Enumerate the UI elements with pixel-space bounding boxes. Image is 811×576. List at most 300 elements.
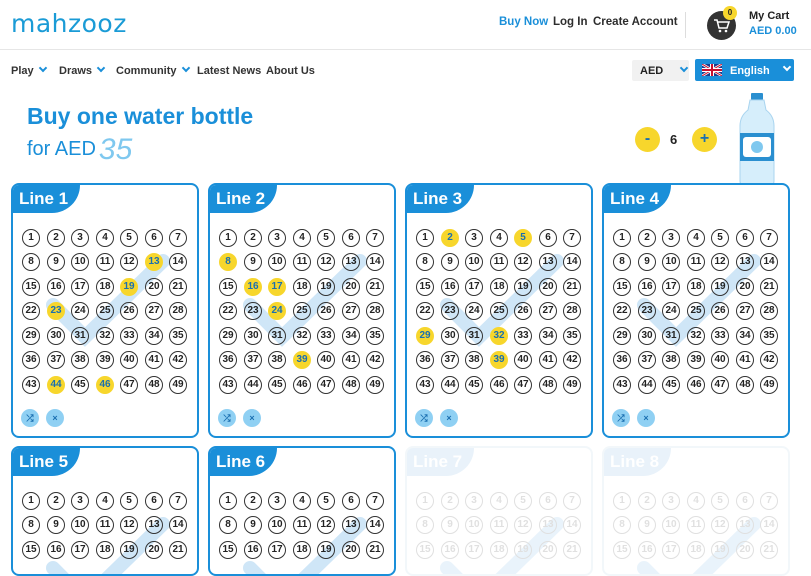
number-ball[interactable]: 8: [613, 253, 631, 271]
number-ball[interactable]: 28: [366, 302, 384, 320]
logo[interactable]: mahzooz: [11, 9, 127, 38]
number-ball[interactable]: 48: [145, 376, 163, 394]
number-ball[interactable]: 3: [465, 492, 483, 510]
number-ball[interactable]: 11: [96, 516, 114, 534]
number-ball[interactable]: 9: [244, 516, 262, 534]
number-ball[interactable]: 43: [416, 376, 434, 394]
number-ball[interactable]: 6: [145, 229, 163, 247]
number-ball[interactable]: 38: [662, 351, 680, 369]
number-ball[interactable]: 27: [539, 302, 557, 320]
number-ball[interactable]: 22: [219, 302, 237, 320]
number-ball[interactable]: 34: [145, 327, 163, 345]
number-ball[interactable]: 25: [687, 302, 705, 320]
number-ball[interactable]: 47: [711, 376, 729, 394]
number-ball[interactable]: 15: [613, 278, 631, 296]
number-ball[interactable]: 31: [662, 327, 680, 345]
number-ball[interactable]: 16: [638, 541, 656, 559]
number-ball[interactable]: 14: [563, 253, 581, 271]
number-ball[interactable]: 17: [71, 278, 89, 296]
number-ball[interactable]: 17: [662, 541, 680, 559]
number-ball[interactable]: 10: [465, 516, 483, 534]
number-ball[interactable]: 6: [342, 492, 360, 510]
number-ball[interactable]: 5: [514, 229, 532, 247]
number-ball[interactable]: 15: [22, 541, 40, 559]
number-ball[interactable]: 8: [416, 253, 434, 271]
currency-select[interactable]: [632, 60, 689, 81]
number-ball[interactable]: 46: [293, 376, 311, 394]
number-ball[interactable]: 16: [441, 541, 459, 559]
number-ball[interactable]: 8: [416, 516, 434, 534]
number-ball[interactable]: 44: [244, 376, 262, 394]
number-ball[interactable]: 21: [366, 541, 384, 559]
number-ball[interactable]: 41: [539, 351, 557, 369]
number-ball[interactable]: 31: [268, 327, 286, 345]
number-ball[interactable]: 6: [539, 492, 557, 510]
number-ball[interactable]: 15: [219, 541, 237, 559]
number-ball[interactable]: 8: [219, 516, 237, 534]
number-ball[interactable]: 3: [71, 229, 89, 247]
number-ball[interactable]: 43: [613, 376, 631, 394]
number-ball[interactable]: 29: [22, 327, 40, 345]
number-ball[interactable]: 4: [490, 492, 508, 510]
number-ball[interactable]: 29: [613, 327, 631, 345]
number-ball[interactable]: 44: [441, 376, 459, 394]
number-ball[interactable]: 22: [416, 302, 434, 320]
number-ball[interactable]: 31: [71, 327, 89, 345]
number-ball[interactable]: 45: [268, 376, 286, 394]
number-ball[interactable]: 2: [441, 492, 459, 510]
number-ball[interactable]: 11: [687, 253, 705, 271]
login-link[interactable]: Log In: [553, 16, 588, 28]
number-ball[interactable]: 4: [293, 492, 311, 510]
number-ball[interactable]: 21: [563, 541, 581, 559]
number-ball[interactable]: 11: [96, 253, 114, 271]
number-ball[interactable]: 33: [711, 327, 729, 345]
number-ball[interactable]: 1: [416, 229, 434, 247]
nav-item-latest-news[interactable]: Latest News: [197, 65, 262, 77]
number-ball[interactable]: 5: [711, 492, 729, 510]
number-ball[interactable]: 14: [169, 516, 187, 534]
number-ball[interactable]: 39: [96, 351, 114, 369]
number-ball[interactable]: 20: [342, 541, 360, 559]
number-ball[interactable]: 2: [47, 229, 65, 247]
number-ball[interactable]: 10: [465, 253, 483, 271]
number-ball[interactable]: 36: [613, 351, 631, 369]
number-ball[interactable]: 13: [736, 253, 754, 271]
number-ball[interactable]: 21: [760, 541, 778, 559]
number-ball[interactable]: 12: [514, 516, 532, 534]
number-ball[interactable]: 16: [244, 278, 262, 296]
number-ball[interactable]: 12: [120, 253, 138, 271]
number-ball[interactable]: 6: [539, 229, 557, 247]
increase-quantity-button[interactable]: +: [692, 127, 717, 152]
number-ball[interactable]: 2: [638, 229, 656, 247]
number-ball[interactable]: 20: [342, 278, 360, 296]
number-ball[interactable]: 1: [22, 492, 40, 510]
line-card[interactable]: [602, 183, 790, 438]
number-ball[interactable]: 26: [514, 302, 532, 320]
number-ball[interactable]: 30: [441, 327, 459, 345]
number-ball[interactable]: 4: [96, 492, 114, 510]
number-ball[interactable]: 1: [416, 492, 434, 510]
number-ball[interactable]: 14: [366, 516, 384, 534]
number-ball[interactable]: 40: [120, 351, 138, 369]
number-ball[interactable]: 16: [244, 541, 262, 559]
number-ball[interactable]: 20: [539, 541, 557, 559]
number-ball[interactable]: 10: [662, 253, 680, 271]
number-ball[interactable]: 4: [490, 229, 508, 247]
number-ball[interactable]: 38: [71, 351, 89, 369]
number-ball[interactable]: 11: [490, 516, 508, 534]
number-ball[interactable]: 3: [662, 492, 680, 510]
number-ball[interactable]: 39: [490, 351, 508, 369]
number-ball[interactable]: 15: [219, 278, 237, 296]
number-ball[interactable]: 13: [342, 253, 360, 271]
line-card[interactable]: [602, 446, 790, 576]
number-ball[interactable]: 12: [317, 516, 335, 534]
number-ball[interactable]: 4: [687, 229, 705, 247]
number-ball[interactable]: 5: [514, 492, 532, 510]
number-ball[interactable]: 30: [47, 327, 65, 345]
number-ball[interactable]: 4: [293, 229, 311, 247]
number-ball[interactable]: 9: [47, 253, 65, 271]
number-ball[interactable]: 27: [145, 302, 163, 320]
number-ball[interactable]: 18: [96, 541, 114, 559]
number-ball[interactable]: 49: [760, 376, 778, 394]
number-ball[interactable]: 11: [293, 516, 311, 534]
nav-item-draws[interactable]: [59, 65, 104, 77]
number-ball[interactable]: 33: [514, 327, 532, 345]
number-ball[interactable]: 8: [22, 253, 40, 271]
number-ball[interactable]: 23: [47, 302, 65, 320]
number-ball[interactable]: 10: [71, 516, 89, 534]
number-ball[interactable]: 2: [638, 492, 656, 510]
number-ball[interactable]: 35: [563, 327, 581, 345]
number-ball[interactable]: 3: [268, 229, 286, 247]
number-ball[interactable]: 17: [268, 278, 286, 296]
number-ball[interactable]: 41: [145, 351, 163, 369]
number-ball[interactable]: 24: [268, 302, 286, 320]
number-ball[interactable]: 7: [563, 229, 581, 247]
number-ball[interactable]: 38: [268, 351, 286, 369]
number-ball[interactable]: 16: [47, 541, 65, 559]
number-ball[interactable]: 12: [514, 253, 532, 271]
number-ball[interactable]: 48: [539, 376, 557, 394]
number-ball[interactable]: 23: [441, 302, 459, 320]
number-ball[interactable]: 11: [687, 516, 705, 534]
number-ball[interactable]: 19: [514, 278, 532, 296]
number-ball[interactable]: 14: [366, 253, 384, 271]
number-ball[interactable]: 4: [687, 492, 705, 510]
shuffle-button[interactable]: ⤮: [21, 409, 39, 427]
number-ball[interactable]: 7: [169, 229, 187, 247]
number-ball[interactable]: 22: [22, 302, 40, 320]
number-ball[interactable]: 49: [169, 376, 187, 394]
number-ball[interactable]: 47: [120, 376, 138, 394]
number-ball[interactable]: 2: [47, 492, 65, 510]
number-ball[interactable]: 37: [441, 351, 459, 369]
number-ball[interactable]: 18: [490, 541, 508, 559]
number-ball[interactable]: 21: [760, 278, 778, 296]
number-ball[interactable]: 3: [268, 492, 286, 510]
number-ball[interactable]: 25: [96, 302, 114, 320]
number-ball[interactable]: 10: [71, 253, 89, 271]
number-ball[interactable]: 30: [638, 327, 656, 345]
number-ball[interactable]: 2: [441, 229, 459, 247]
number-ball[interactable]: 8: [613, 516, 631, 534]
number-ball[interactable]: 34: [342, 327, 360, 345]
number-ball[interactable]: 3: [465, 229, 483, 247]
number-ball[interactable]: 13: [539, 253, 557, 271]
number-ball[interactable]: 40: [317, 351, 335, 369]
number-ball[interactable]: 32: [96, 327, 114, 345]
number-ball[interactable]: 29: [219, 327, 237, 345]
number-ball[interactable]: 9: [47, 516, 65, 534]
line-card[interactable]: [11, 446, 199, 576]
number-ball[interactable]: 35: [760, 327, 778, 345]
number-ball[interactable]: 31: [465, 327, 483, 345]
number-ball[interactable]: 21: [366, 278, 384, 296]
number-ball[interactable]: 14: [563, 516, 581, 534]
clear-button[interactable]: ×: [440, 409, 458, 427]
number-ball[interactable]: 17: [465, 278, 483, 296]
number-ball[interactable]: 49: [563, 376, 581, 394]
number-ball[interactable]: 4: [96, 229, 114, 247]
number-ball[interactable]: 18: [293, 278, 311, 296]
number-ball[interactable]: 18: [293, 541, 311, 559]
number-ball[interactable]: 46: [687, 376, 705, 394]
number-ball[interactable]: 16: [441, 278, 459, 296]
number-ball[interactable]: 19: [711, 541, 729, 559]
number-ball[interactable]: 28: [563, 302, 581, 320]
number-ball[interactable]: 36: [22, 351, 40, 369]
number-ball[interactable]: 14: [760, 516, 778, 534]
my-cart-label[interactable]: My Cart: [749, 10, 790, 22]
number-ball[interactable]: 13: [342, 516, 360, 534]
number-ball[interactable]: 17: [268, 541, 286, 559]
number-ball[interactable]: 27: [736, 302, 754, 320]
number-ball[interactable]: 18: [687, 278, 705, 296]
number-ball[interactable]: 1: [219, 492, 237, 510]
number-ball[interactable]: 26: [317, 302, 335, 320]
number-ball[interactable]: 6: [736, 229, 754, 247]
number-ball[interactable]: 26: [711, 302, 729, 320]
number-ball[interactable]: 2: [244, 492, 262, 510]
number-ball[interactable]: 28: [760, 302, 778, 320]
number-ball[interactable]: 36: [416, 351, 434, 369]
number-ball[interactable]: 37: [244, 351, 262, 369]
number-ball[interactable]: 12: [317, 253, 335, 271]
number-ball[interactable]: 7: [366, 492, 384, 510]
number-ball[interactable]: 12: [120, 516, 138, 534]
number-ball[interactable]: 34: [736, 327, 754, 345]
number-ball[interactable]: 14: [760, 253, 778, 271]
number-ball[interactable]: 40: [711, 351, 729, 369]
number-ball[interactable]: 26: [120, 302, 138, 320]
number-ball[interactable]: 5: [711, 229, 729, 247]
number-ball[interactable]: 9: [638, 253, 656, 271]
number-ball[interactable]: 16: [47, 278, 65, 296]
number-ball[interactable]: 15: [613, 541, 631, 559]
number-ball[interactable]: 1: [219, 229, 237, 247]
number-ball[interactable]: 20: [145, 278, 163, 296]
number-ball[interactable]: 18: [96, 278, 114, 296]
number-ball[interactable]: 49: [366, 376, 384, 394]
number-ball[interactable]: 27: [342, 302, 360, 320]
number-ball[interactable]: 14: [169, 253, 187, 271]
number-ball[interactable]: 6: [342, 229, 360, 247]
number-ball[interactable]: 44: [638, 376, 656, 394]
number-ball[interactable]: 13: [145, 253, 163, 271]
number-ball[interactable]: 20: [539, 278, 557, 296]
number-ball[interactable]: 8: [22, 516, 40, 534]
number-ball[interactable]: 17: [662, 278, 680, 296]
number-ball[interactable]: 32: [490, 327, 508, 345]
line-card[interactable]: [208, 183, 396, 438]
line-card[interactable]: [208, 446, 396, 576]
number-ball[interactable]: 43: [22, 376, 40, 394]
number-ball[interactable]: 3: [71, 492, 89, 510]
number-ball[interactable]: 46: [96, 376, 114, 394]
number-ball[interactable]: 7: [563, 492, 581, 510]
number-ball[interactable]: 8: [219, 253, 237, 271]
number-ball[interactable]: 6: [736, 492, 754, 510]
number-ball[interactable]: 47: [514, 376, 532, 394]
number-ball[interactable]: 7: [366, 229, 384, 247]
number-ball[interactable]: 41: [342, 351, 360, 369]
number-ball[interactable]: 33: [120, 327, 138, 345]
number-ball[interactable]: 1: [613, 229, 631, 247]
number-ball[interactable]: 48: [736, 376, 754, 394]
number-ball[interactable]: 41: [736, 351, 754, 369]
number-ball[interactable]: 33: [317, 327, 335, 345]
number-ball[interactable]: 28: [169, 302, 187, 320]
number-ball[interactable]: 15: [416, 278, 434, 296]
number-ball[interactable]: 9: [244, 253, 262, 271]
number-ball[interactable]: 45: [465, 376, 483, 394]
number-ball[interactable]: 24: [71, 302, 89, 320]
number-ball[interactable]: 12: [711, 516, 729, 534]
number-ball[interactable]: 38: [465, 351, 483, 369]
number-ball[interactable]: 19: [711, 278, 729, 296]
number-ball[interactable]: 9: [441, 253, 459, 271]
number-ball[interactable]: 18: [687, 541, 705, 559]
number-ball[interactable]: 45: [662, 376, 680, 394]
number-ball[interactable]: 20: [736, 278, 754, 296]
buy-now-link[interactable]: Buy Now: [499, 16, 549, 28]
number-ball[interactable]: 47: [317, 376, 335, 394]
create-account-link[interactable]: Create Account: [593, 16, 678, 28]
number-ball[interactable]: 46: [490, 376, 508, 394]
number-ball[interactable]: 23: [638, 302, 656, 320]
number-ball[interactable]: 5: [317, 229, 335, 247]
number-ball[interactable]: 15: [416, 541, 434, 559]
clear-button[interactable]: ×: [637, 409, 655, 427]
number-ball[interactable]: 5: [120, 229, 138, 247]
number-ball[interactable]: 9: [638, 516, 656, 534]
number-ball[interactable]: 25: [490, 302, 508, 320]
shuffle-button[interactable]: ⤮: [218, 409, 236, 427]
number-ball[interactable]: 35: [169, 327, 187, 345]
line-card[interactable]: [405, 446, 593, 576]
clear-button[interactable]: ×: [46, 409, 64, 427]
clear-button[interactable]: ×: [243, 409, 261, 427]
nav-item-play[interactable]: [11, 65, 46, 77]
number-ball[interactable]: 13: [145, 516, 163, 534]
number-ball[interactable]: 21: [169, 541, 187, 559]
number-ball[interactable]: 11: [490, 253, 508, 271]
number-ball[interactable]: 7: [169, 492, 187, 510]
number-ball[interactable]: 37: [47, 351, 65, 369]
number-ball[interactable]: 25: [293, 302, 311, 320]
number-ball[interactable]: 42: [563, 351, 581, 369]
number-ball[interactable]: 35: [366, 327, 384, 345]
number-ball[interactable]: 9: [441, 516, 459, 534]
number-ball[interactable]: 29: [416, 327, 434, 345]
line-card[interactable]: [405, 183, 593, 438]
number-ball[interactable]: 30: [244, 327, 262, 345]
number-ball[interactable]: 13: [539, 516, 557, 534]
number-ball[interactable]: 36: [219, 351, 237, 369]
number-ball[interactable]: 11: [293, 253, 311, 271]
number-ball[interactable]: 24: [465, 302, 483, 320]
number-ball[interactable]: 10: [662, 516, 680, 534]
number-ball[interactable]: 5: [317, 492, 335, 510]
number-ball[interactable]: 24: [662, 302, 680, 320]
number-ball[interactable]: 37: [638, 351, 656, 369]
number-ball[interactable]: 13: [736, 516, 754, 534]
number-ball[interactable]: 16: [638, 278, 656, 296]
number-ball[interactable]: 2: [244, 229, 262, 247]
number-ball[interactable]: 19: [317, 541, 335, 559]
decrease-quantity-button[interactable]: -: [635, 127, 660, 152]
number-ball[interactable]: 19: [317, 278, 335, 296]
number-ball[interactable]: 44: [47, 376, 65, 394]
number-ball[interactable]: 17: [465, 541, 483, 559]
shuffle-button[interactable]: ⤮: [415, 409, 433, 427]
number-ball[interactable]: 20: [736, 541, 754, 559]
nav-item-about-us[interactable]: About Us: [266, 65, 315, 77]
number-ball[interactable]: 42: [169, 351, 187, 369]
number-ball[interactable]: 10: [268, 253, 286, 271]
number-ball[interactable]: 5: [120, 492, 138, 510]
number-ball[interactable]: 48: [342, 376, 360, 394]
number-ball[interactable]: 21: [563, 278, 581, 296]
number-ball[interactable]: 10: [268, 516, 286, 534]
number-ball[interactable]: 3: [662, 229, 680, 247]
language-select[interactable]: [695, 59, 794, 81]
number-ball[interactable]: 40: [514, 351, 532, 369]
number-ball[interactable]: 12: [711, 253, 729, 271]
number-ball[interactable]: 19: [514, 541, 532, 559]
number-ball[interactable]: 32: [687, 327, 705, 345]
number-ball[interactable]: 17: [71, 541, 89, 559]
number-ball[interactable]: 19: [120, 278, 138, 296]
nav-item-community[interactable]: [116, 65, 189, 77]
number-ball[interactable]: 18: [490, 278, 508, 296]
number-ball[interactable]: 22: [613, 302, 631, 320]
number-ball[interactable]: 39: [687, 351, 705, 369]
number-ball[interactable]: 23: [244, 302, 262, 320]
number-ball[interactable]: 6: [145, 492, 163, 510]
number-ball[interactable]: 1: [22, 229, 40, 247]
number-ball[interactable]: 32: [293, 327, 311, 345]
number-ball[interactable]: 19: [120, 541, 138, 559]
number-ball[interactable]: 42: [760, 351, 778, 369]
number-ball[interactable]: 21: [169, 278, 187, 296]
number-ball[interactable]: 42: [366, 351, 384, 369]
number-ball[interactable]: 45: [71, 376, 89, 394]
